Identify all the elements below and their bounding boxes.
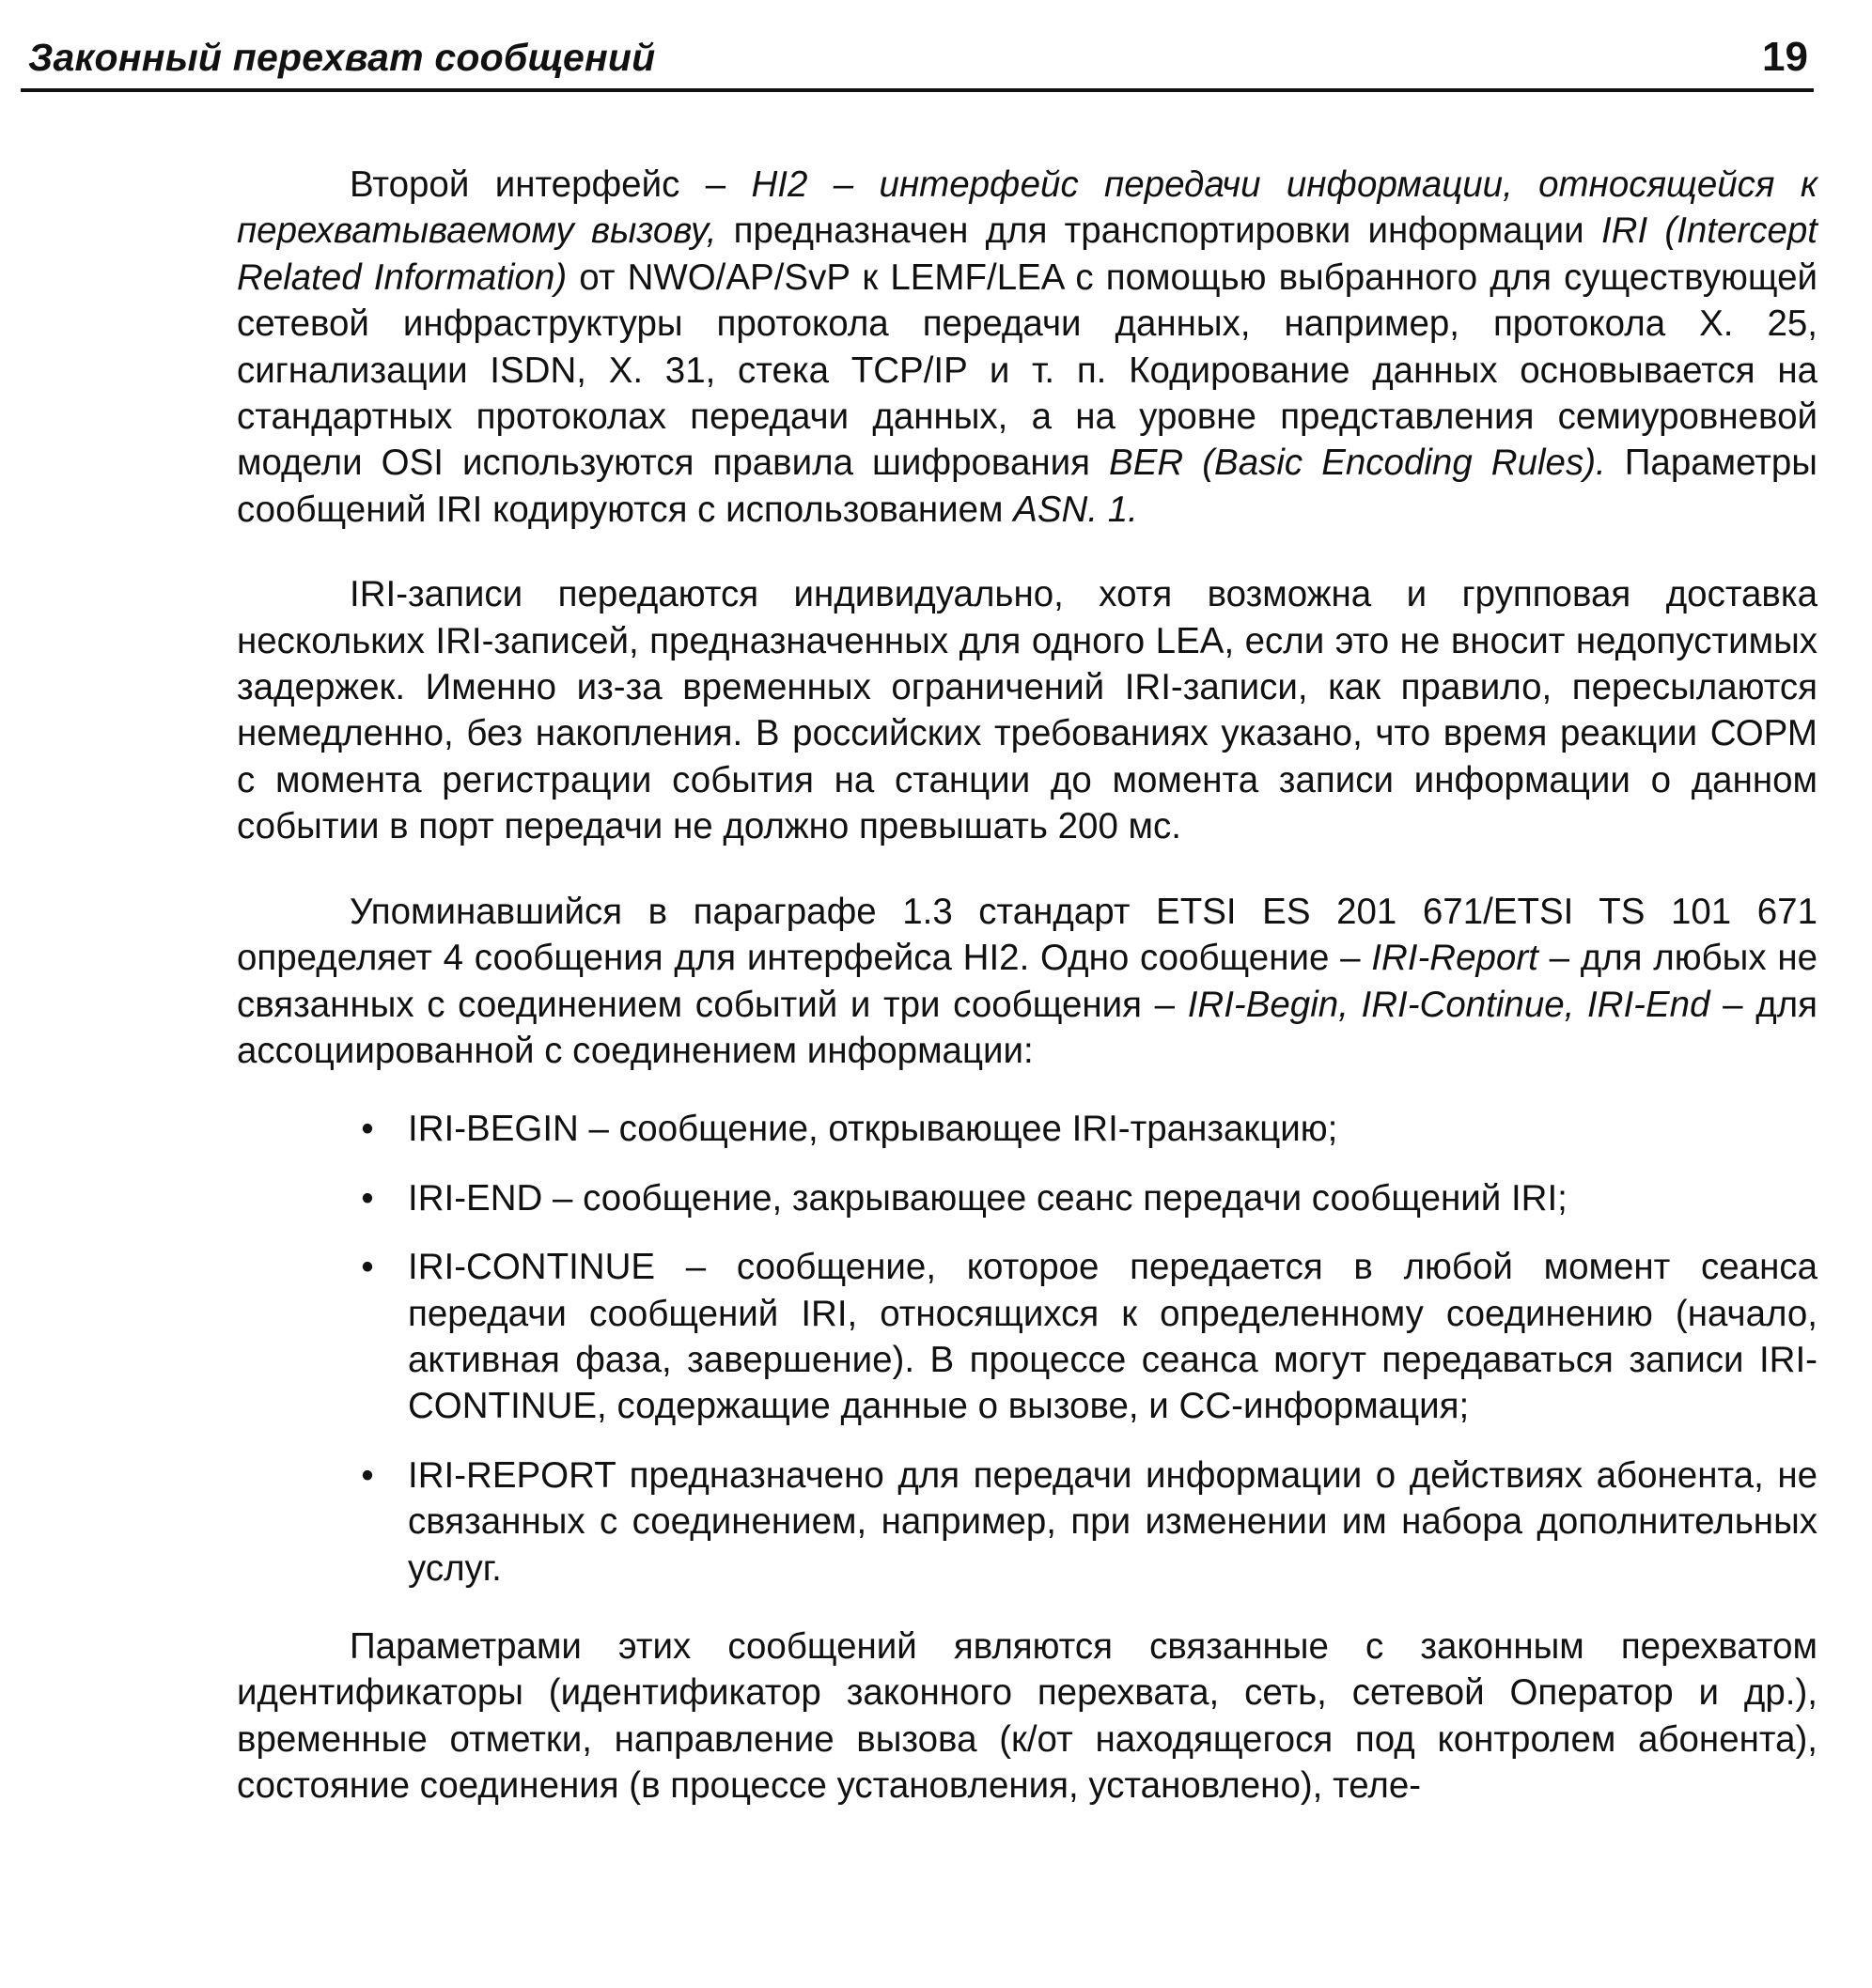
paragraph-iri-records: IRI-записи передаются индивидуально, хотя возможна и групповая доставка нескольких IRI-записей, предназначенных для одного LEA, если это не вносит недопустимых задержек. Именно из-за временных ограничений IRI-записи, как правило, пересылаются немедленно, без накопления. В российских требованиях указано, что время реакции СОРМ с момента регистрации события на станции до момента записи информации о данном событии в порт передачи не должно превышать 200 мс. (237, 574, 1817, 847)
text-run: Параметры сообщений IRI кодируются с использованием (237, 443, 1817, 530)
list-item (237, 1106, 1817, 1152)
italic-term: HI2 – интерфейс передачи информации, относящейся к перехватываемому вызову, (237, 164, 1817, 252)
list-item (237, 1175, 1817, 1221)
italic-term: BER (Basic Encoding Rules). (1109, 443, 1606, 484)
text-run: – для любых не связанных с соединением событий и три сообщения – (237, 938, 1817, 1025)
text-run: – для ассоциированной с соединением информации: (237, 984, 1817, 1071)
list-item-text: IRI-BEGIN – сообщение, открывающее IRI-транзакцию; (408, 1109, 1338, 1150)
list-item-text: IRI-CONTINUE – сообщение, которое передается в любой момент сеанса передачи сообщений IRI, относящихся к определенному соединению (начало, активная фаза, завершение). В процессе сеанса могут передаваться записи IRI-CONTINUE, содержащие данные о вызове, и СС-информация; (408, 1247, 1817, 1427)
text-run: от NWO/AP/SvP к LEMF/LEA с помощью выбранного для существующей сетевой инфраструктуры протокола передачи данных, например, протокола X. 25, сигнализации ISDN, X. 31, стека TCP/IP и т. п. Кодирование данных основывается на стандартных протоколах передачи данных, а на уровне представления семиуровневой модели OSI используются правила шифрования (237, 256, 1818, 484)
paragraph-message-parameters: Параметрами этих сообщений являются связанные с законным перехватом идентификаторы (идентификатор законного перехвата, сеть, сетевой Оператор и др.), временные отметки, направление вызова (к/от находящегося под контролем абонента), состояние соединения (в процессе установления, установлено), теле- (237, 1625, 1817, 1807)
list-item (237, 1452, 1817, 1592)
page-number: 19 (1762, 34, 1808, 80)
list-item-text: IRI-END – сообщение, закрывающее сеанс передачи сообщений IRI; (408, 1177, 1568, 1219)
list-item-text: IRI-REPORT предназначено для передачи информации о действиях абонента, не связанных с соединением, например, при изменении им набора дополнительных услуг. (408, 1454, 1817, 1589)
text-run: Упоминавшийся в параграфе 1.3 стандарт ETSI ES 201 671/ETSI TS 101 671 определяет 4 сообщения для интерфейса HI2. Одно сообщение – (237, 891, 1817, 979)
italic-term: IRI-Report (1371, 938, 1538, 979)
bullet-icon: • (361, 1247, 374, 1288)
italic-term: IRI-Begin, IRI-Continue, IRI-End (1187, 984, 1710, 1025)
bullet-icon: • (361, 1109, 374, 1150)
running-header (21, 26, 1814, 92)
bullet-list (237, 1106, 1817, 1592)
text-run: предназначен для транспортировки информации (716, 210, 1601, 252)
paragraph-etsi-standard (237, 889, 1817, 1075)
text-run: Второй интерфейс – (350, 164, 752, 205)
paragraph-hi2-interface (237, 162, 1817, 533)
italic-term: ASN. 1. (1013, 489, 1138, 530)
chapter-title: Законный перехват сообщений (28, 36, 656, 79)
italic-term: IRI (Intercept Related Information) (237, 210, 1818, 298)
bullet-icon: • (361, 1454, 374, 1496)
page-body (237, 162, 1817, 1809)
list-item (237, 1244, 1817, 1430)
bullet-icon: • (361, 1177, 374, 1219)
